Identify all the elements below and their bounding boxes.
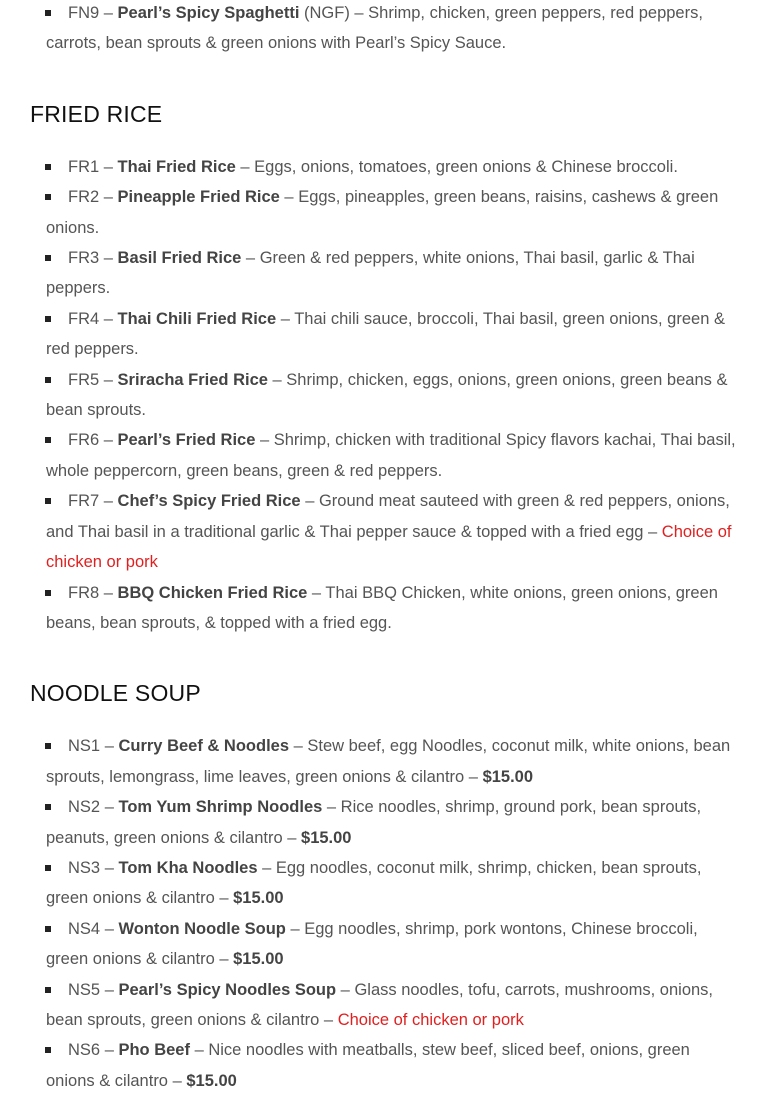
noodle-soup-list	[0, 731, 742, 1096]
item-name: Wonton Noodle Soup	[118, 919, 286, 938]
menu-item-fr8: FR8 – BBQ Chicken Fried Rice – Thai BBQ Chicken, white onions, green onions, green beans, bean sprouts, & topped with a fried egg.	[46, 578, 742, 639]
item-description: – Green & red peppers, white onions, Thai basil, garlic & Thai peppers.	[46, 249, 695, 298]
item-name: Sriracha Fried Rice	[117, 370, 268, 389]
item-code: FN9	[68, 4, 100, 22]
fried-rice-heading: FRIED RICE	[30, 100, 163, 127]
item-name: Pearl’s Spicy Spaghetti	[117, 4, 300, 22]
item-description: – Rice noodles, shrimp, ground pork, bean sprouts, peanuts, green onions & cilantro –	[46, 798, 702, 847]
item-code: NS5	[68, 980, 101, 999]
item-price: $15.00	[233, 889, 284, 908]
menu-item-fr1: FR1 – Thai Fried Rice – Eggs, onions, tomatoes, green onions & Chinese broccoli.	[46, 152, 742, 182]
item-code: FR7	[68, 492, 100, 511]
item-name: Pearl’s Fried Rice	[117, 431, 256, 450]
item-description: – Nice noodles with meatballs, stew beef, sliced beef, onions, green onions & cilantro –	[46, 1041, 690, 1090]
item-code: FR2	[68, 188, 100, 207]
menu-item-fr3: FR3 – Basil Fried Rice – Green & red peppers, white onions, Thai basil, garlic & Thai peppers.	[46, 243, 742, 304]
item-description: (NGF) – Shrimp, chicken, green peppers, red peppers, carrots, bean sprouts & green onions with Pearl’s Spicy Sauce.	[46, 4, 703, 53]
item-code: FR4	[68, 309, 100, 328]
item-choice-note: Choice of chicken or pork	[337, 1010, 524, 1029]
item-description: – Glass noodles, tofu, carrots, mushrooms, onions, bean sprouts, green onions & cilantro –	[46, 980, 714, 1029]
menu-item-ns5: NS5 – Pearl’s Spicy Noodles Soup – Glass noodles, tofu, carrots, mushrooms, onions, bean sprouts, green onions & cilantro – Choice of chicken or pork	[46, 975, 742, 1036]
item-description: – Eggs, pineapples, green beans, raisins, cashews & green onions.	[46, 188, 719, 237]
item-price: $15.00	[482, 767, 534, 786]
item-price: $15.00	[233, 950, 284, 969]
menu-item-ns3: NS3 – Tom Kha Noodles – Egg noodles, coconut milk, shrimp, chicken, bean sprouts, green onions & cilantro – $15.00	[46, 853, 742, 914]
item-description: – Egg noodles, shrimp, pork wontons, Chinese broccoli, green onions & cilantro –	[46, 919, 698, 969]
item-description: – Thai BBQ Chicken, white onions, green onions, green beans, bean sprouts, & topped with a fried egg.	[46, 583, 718, 632]
item-name: Basil Fried Rice	[117, 249, 242, 268]
item-name: Chef’s Spicy Fried Rice	[117, 492, 301, 511]
item-code: FR5	[68, 370, 100, 389]
menu-item-fr5: FR5 – Sriracha Fried Rice – Shrimp, chicken, eggs, onions, green onions, green beans & bean sprouts.	[46, 365, 742, 426]
item-description: – Shrimp, chicken with traditional Spicy flavors kachai, Thai basil, whole peppercorn, green beans, green & red peppers.	[46, 431, 736, 480]
menu-item-fr7: FR7 – Chef’s Spicy Fried Rice – Ground meat sauteed with green & red peppers, onions, and Thai basil in a traditional garlic & Thai pepper sauce & topped with a fried egg – Choice of chicken or pork	[46, 486, 742, 577]
menu-item-ns1: NS1 – Curry Beef & Noodles – Stew beef, egg Noodles, coconut milk, white onions, bean sprouts, lemongrass, lime leaves, green onions & cilantro – $15.00	[46, 731, 742, 792]
item-code: FR8	[68, 583, 100, 602]
item-price: $15.00	[186, 1071, 237, 1090]
item-code: FR1	[68, 157, 100, 176]
menu-item-fr4: FR4 – Thai Chili Fried Rice – Thai chili sauce, broccoli, Thai basil, green onions, green & red peppers.	[46, 304, 742, 365]
item-name: Tom Yum Shrimp Noodles	[118, 798, 323, 817]
item-description: – Stew beef, egg Noodles, coconut milk, white onions, bean sprouts, lemongrass, lime leaves, green onions & cilantro –	[46, 737, 731, 786]
menu-item-fr6: FR6 – Pearl’s Fried Rice – Shrimp, chicken with traditional Spicy flavors kachai, Thai basil, whole peppercorn, green beans, green & red peppers.	[46, 425, 742, 486]
item-code: NS1	[68, 737, 101, 756]
item-name: Curry Beef & Noodles	[118, 737, 290, 756]
item-code: NS4	[68, 919, 101, 938]
noodles-list	[0, 0, 742, 59]
item-code: FR6	[68, 431, 100, 450]
item-choice-note: Choice of chicken or pork	[46, 522, 732, 572]
item-name: BBQ Chicken Fried Rice	[117, 583, 308, 602]
item-description: – Shrimp, chicken, eggs, onions, green onions, green beans & bean sprouts.	[46, 370, 728, 420]
menu-item-ns6: NS6 – Pho Beef – Nice noodles with meatballs, stew beef, sliced beef, onions, green onions & cilantro – $15.00	[46, 1035, 742, 1096]
noodle-soup-heading: NOODLE SOUP	[30, 680, 201, 707]
menu-item-ns2: NS2 – Tom Yum Shrimp Noodles – Rice noodles, shrimp, ground pork, bean sprouts, peanuts, green onions & cilantro – $15.00	[46, 792, 742, 853]
item-price: $15.00	[301, 828, 352, 847]
item-description: – Egg noodles, coconut milk, shrimp, chicken, bean sprouts, green onions & cilantro –	[46, 858, 702, 908]
fried-rice-list	[0, 152, 742, 639]
item-description: – Thai chili sauce, broccoli, Thai basil, green onions, green & red peppers.	[46, 309, 725, 359]
item-name: Thai Fried Rice	[117, 157, 236, 176]
item-name: Tom Kha Noodles	[118, 858, 258, 877]
item-name: Pho Beef	[118, 1041, 190, 1060]
item-name: Pineapple Fried Rice	[117, 188, 280, 207]
item-code: NS3	[68, 858, 101, 877]
menu-item-ns4: NS4 – Wonton Noodle Soup – Egg noodles, shrimp, pork wontons, Chinese broccoli, green onions & cilantro – $15.00	[46, 914, 742, 975]
item-name: Pearl’s Spicy Noodles Soup	[118, 980, 337, 999]
menu-item-fn9: FN9 – Pearl’s Spicy Spaghetti (NGF) – Shrimp, chicken, green peppers, red peppers, carrots, bean sprouts & green onions with Pearl’s Spicy Sauce.	[46, 0, 742, 59]
item-name: Thai Chili Fried Rice	[117, 309, 277, 328]
item-code: NS2	[68, 798, 101, 817]
item-code: NS6	[68, 1041, 101, 1060]
item-code: FR3	[68, 249, 100, 268]
item-description: – Ground meat sauteed with green & red peppers, onions, and Thai basil in a traditional garlic & Thai pepper sauce & topped with a fried egg –	[46, 492, 730, 541]
menu-item-fr2: FR2 – Pineapple Fried Rice – Eggs, pineapples, green beans, raisins, cashews & green onions.	[46, 182, 742, 243]
item-description: – Eggs, onions, tomatoes, green onions & Chinese broccoli.	[235, 157, 678, 176]
